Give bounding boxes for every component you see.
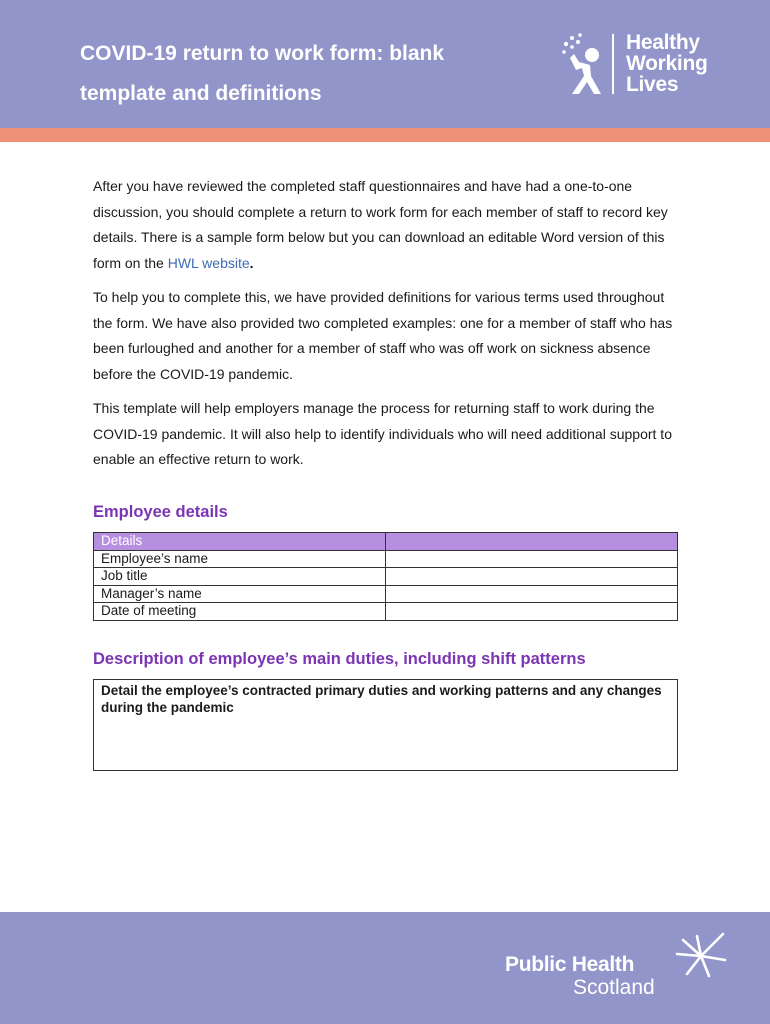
employee-details-table [93,532,678,621]
intro-paragraph-1-end: . [249,254,254,271]
table-row [94,550,678,568]
employee-name-field[interactable] [386,550,678,568]
healthy-working-lives-figure-icon [560,32,606,96]
row-label-job-title: Job title [94,568,386,586]
date-of-meeting-field[interactable] [386,603,678,621]
phs-star-icon [673,930,729,978]
intro-paragraph-1 [93,174,678,276]
manager-name-field[interactable] [386,585,678,603]
table-row [94,568,678,586]
header-accent-stripe [0,128,770,142]
table-header-cell-empty [386,533,678,551]
hwl-website-link[interactable]: HWL website [167,254,250,271]
intro-text [93,174,678,482]
logo-divider [612,34,614,94]
healthy-working-lives-logo [560,32,730,98]
intro-paragraph-1-text: After you have reviewed the completed staff questionnaires and have had a one-to-one discussion, you should complete a return to work form for each member of staff to record key details. There is a sample form below but you can download an editable Word version of this form on the [93,178,668,271]
page-title [80,34,520,114]
duties-heading: Description of employee’s main duties, including shift patterns [93,650,586,668]
table-row [94,603,678,621]
duties-input-box[interactable] [93,679,678,771]
table-header-cell: Details [94,533,386,551]
healthy-working-lives-wordmark [626,32,708,95]
intro-paragraph-2: To help you to complete this, we have provided definitions for various terms used throughout the form. We have also provided two completed examples: one for a member of staff who has been furloughed and another for a member of staff who was off work on sickness absence before the COVID-19 pandemic. [93,289,673,382]
duties-box-instruction: Detail the employee’s contracted primary duties and working patterns and any changes during the pandemic [101,683,662,715]
phs-logo-line-2: Scotland [573,976,655,999]
logo-word-lives: Lives [626,73,679,96]
phs-logo-line-1: Public Health [505,953,635,976]
row-label-date-of-meeting: Date of meeting [94,603,386,621]
table-row [94,585,678,603]
page-title-line-2: template and definitions [80,82,322,105]
logo-word-working: Working [626,52,708,75]
intro-paragraph-3: This template will help employers manage the process for returning staff to work during the COVID-19 pandemic. It will also help to identify individuals who will need additional support to enable an effective return to work. [93,400,672,467]
job-title-field[interactable] [386,568,678,586]
row-label-manager-name: Manager’s name [94,585,386,603]
logo-word-healthy: Healthy [626,31,700,54]
page-title-line-1: COVID-19 return to work form: blank [80,42,445,65]
employee-details-heading: Employee details [93,503,228,521]
row-label-employee-name: Employee’s name [94,550,386,568]
public-health-scotland-logo [505,930,735,1004]
table-header-row [94,533,678,551]
